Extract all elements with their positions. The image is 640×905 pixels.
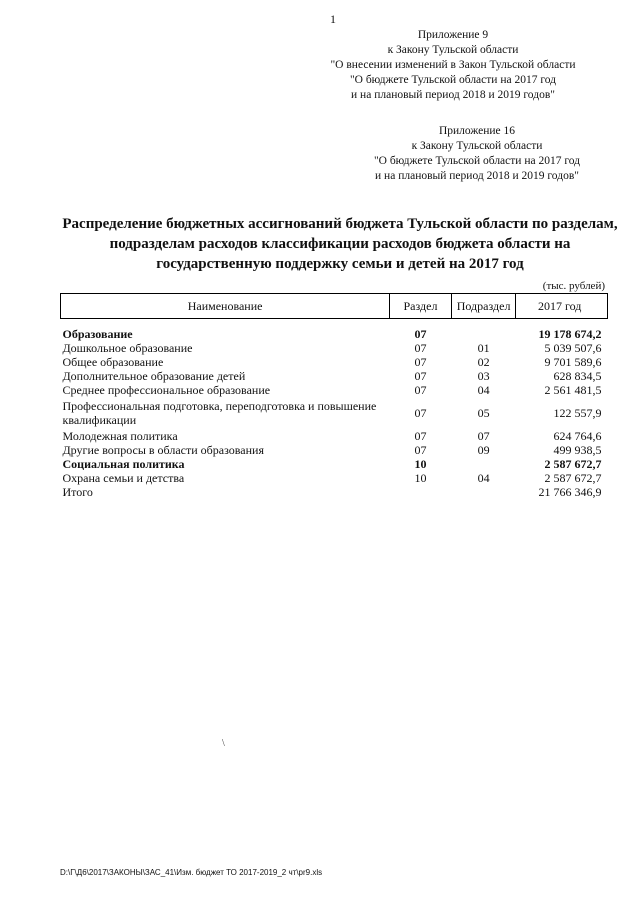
table-row (61, 327, 608, 341)
cell-section: 07 (414, 369, 427, 383)
appendix-line: и на плановый период 2018 и 2019 годов" (351, 89, 555, 101)
appendix-line: "О бюджете Тульской области на 2017 год (349, 74, 557, 86)
cell-subsection: 02 (477, 355, 490, 369)
cell-section: 07 (414, 327, 427, 341)
appendix-line: к Закону Тульской области (387, 44, 519, 56)
cell-name: Дошкольное образование (62, 341, 193, 355)
cell-name: Общее образование (62, 355, 164, 369)
header-section: Раздел (390, 294, 452, 319)
table-row (61, 397, 608, 429)
cell-value: 628 834,5 (553, 369, 602, 383)
cell-subsection: 07 (477, 429, 490, 443)
document-title: Распределение бюджетных ассигнований бюджета Тульской области по разделам, подразделам расходов классификации расходов бюджета области на государственную поддержку семьи и детей на 2017 год (62, 216, 618, 272)
appendix-line: "О внесении изменений в Закон Тульской области (330, 59, 576, 71)
cell-section: 07 (414, 443, 427, 457)
cell-value: 21 766 346,9 (538, 485, 602, 499)
units-label: (тыс. рублей) (542, 280, 605, 292)
table-row (61, 355, 608, 369)
cell-subsection: 09 (477, 443, 490, 457)
table-row (61, 341, 608, 355)
cell-subsection (451, 327, 516, 341)
budget-table (60, 293, 608, 499)
cell-value: 2 561 481,5 (544, 383, 602, 397)
cell-name: Охрана семьи и детства (62, 471, 185, 485)
cell-subsection: 01 (477, 341, 490, 355)
table-row (61, 369, 608, 383)
cell-section: 10 (414, 471, 427, 485)
cell-section: 07 (414, 406, 427, 420)
cell-value: 2 587 672,7 (544, 471, 602, 485)
cell-value: 624 764,6 (553, 429, 602, 443)
cell-value: 5 039 507,6 (544, 341, 602, 355)
cell-section: 07 (414, 383, 427, 397)
cell-name: Социальная политика (62, 457, 185, 471)
cell-name: Образование (62, 327, 133, 341)
header-subsection: Подраздел (451, 294, 516, 319)
cell-subsection: 03 (477, 369, 490, 383)
cell-value: 499 938,5 (553, 443, 602, 457)
table-row (61, 429, 608, 443)
cell-name: Молодежная политика (62, 429, 178, 443)
cell-section: 07 (414, 429, 427, 443)
cell-name: Среднее профессиональное образование (62, 383, 271, 397)
cell-value: 2 587 672,7 (544, 457, 602, 471)
cell-value: 19 178 674,2 (538, 327, 602, 341)
table-header-row (61, 294, 608, 319)
cell-subsection: 04 (477, 471, 490, 485)
cell-subsection: 04 (477, 383, 490, 397)
appendix-line: к Закону Тульской области (411, 140, 543, 152)
cell-section: 07 (414, 341, 427, 355)
table-row (61, 383, 608, 397)
cell-subsection: 05 (477, 406, 490, 420)
appendix-line: Приложение 9 (417, 29, 489, 41)
header-name: Наименование (61, 294, 390, 319)
header-year: 2017 год (516, 294, 608, 319)
cell-value: 9 701 589,6 (544, 355, 602, 369)
cell-section: 10 (414, 457, 427, 471)
table-row (61, 471, 608, 485)
appendix-line: и на плановый период 2018 и 2019 годов" (375, 170, 579, 182)
scan-mark: \ (222, 738, 225, 749)
cell-name: Профессиональная подготовка, переподготовка и повышение квалификации (62, 399, 377, 427)
page-number: 1 (330, 12, 336, 26)
table-row (61, 443, 608, 457)
table-body (61, 319, 608, 500)
cell-name: Дополнительное образование детей (62, 369, 246, 383)
table-row (61, 457, 608, 471)
cell-section (390, 485, 452, 499)
file-path-footer: D:\Г\Д6\2017\ЗАКОНЫ\ЗАС_41\Изм. бюджет ТО 2017-2019_2 чт\pr9.xls (60, 868, 323, 877)
appendix-line: "О бюджете Тульской области на 2017 год (373, 155, 581, 167)
appendix-16-header (362, 124, 592, 184)
cell-subsection (451, 457, 516, 471)
cell-subsection (451, 485, 516, 499)
cell-value: 122 557,9 (553, 406, 602, 420)
appendix-9-header (318, 28, 588, 103)
cell-name: Другие вопросы в области образования (62, 443, 264, 457)
cell-section: 07 (414, 355, 427, 369)
cell-name: Итого (62, 485, 93, 499)
table-row (61, 485, 608, 499)
appendix-line: Приложение 16 (438, 125, 516, 137)
